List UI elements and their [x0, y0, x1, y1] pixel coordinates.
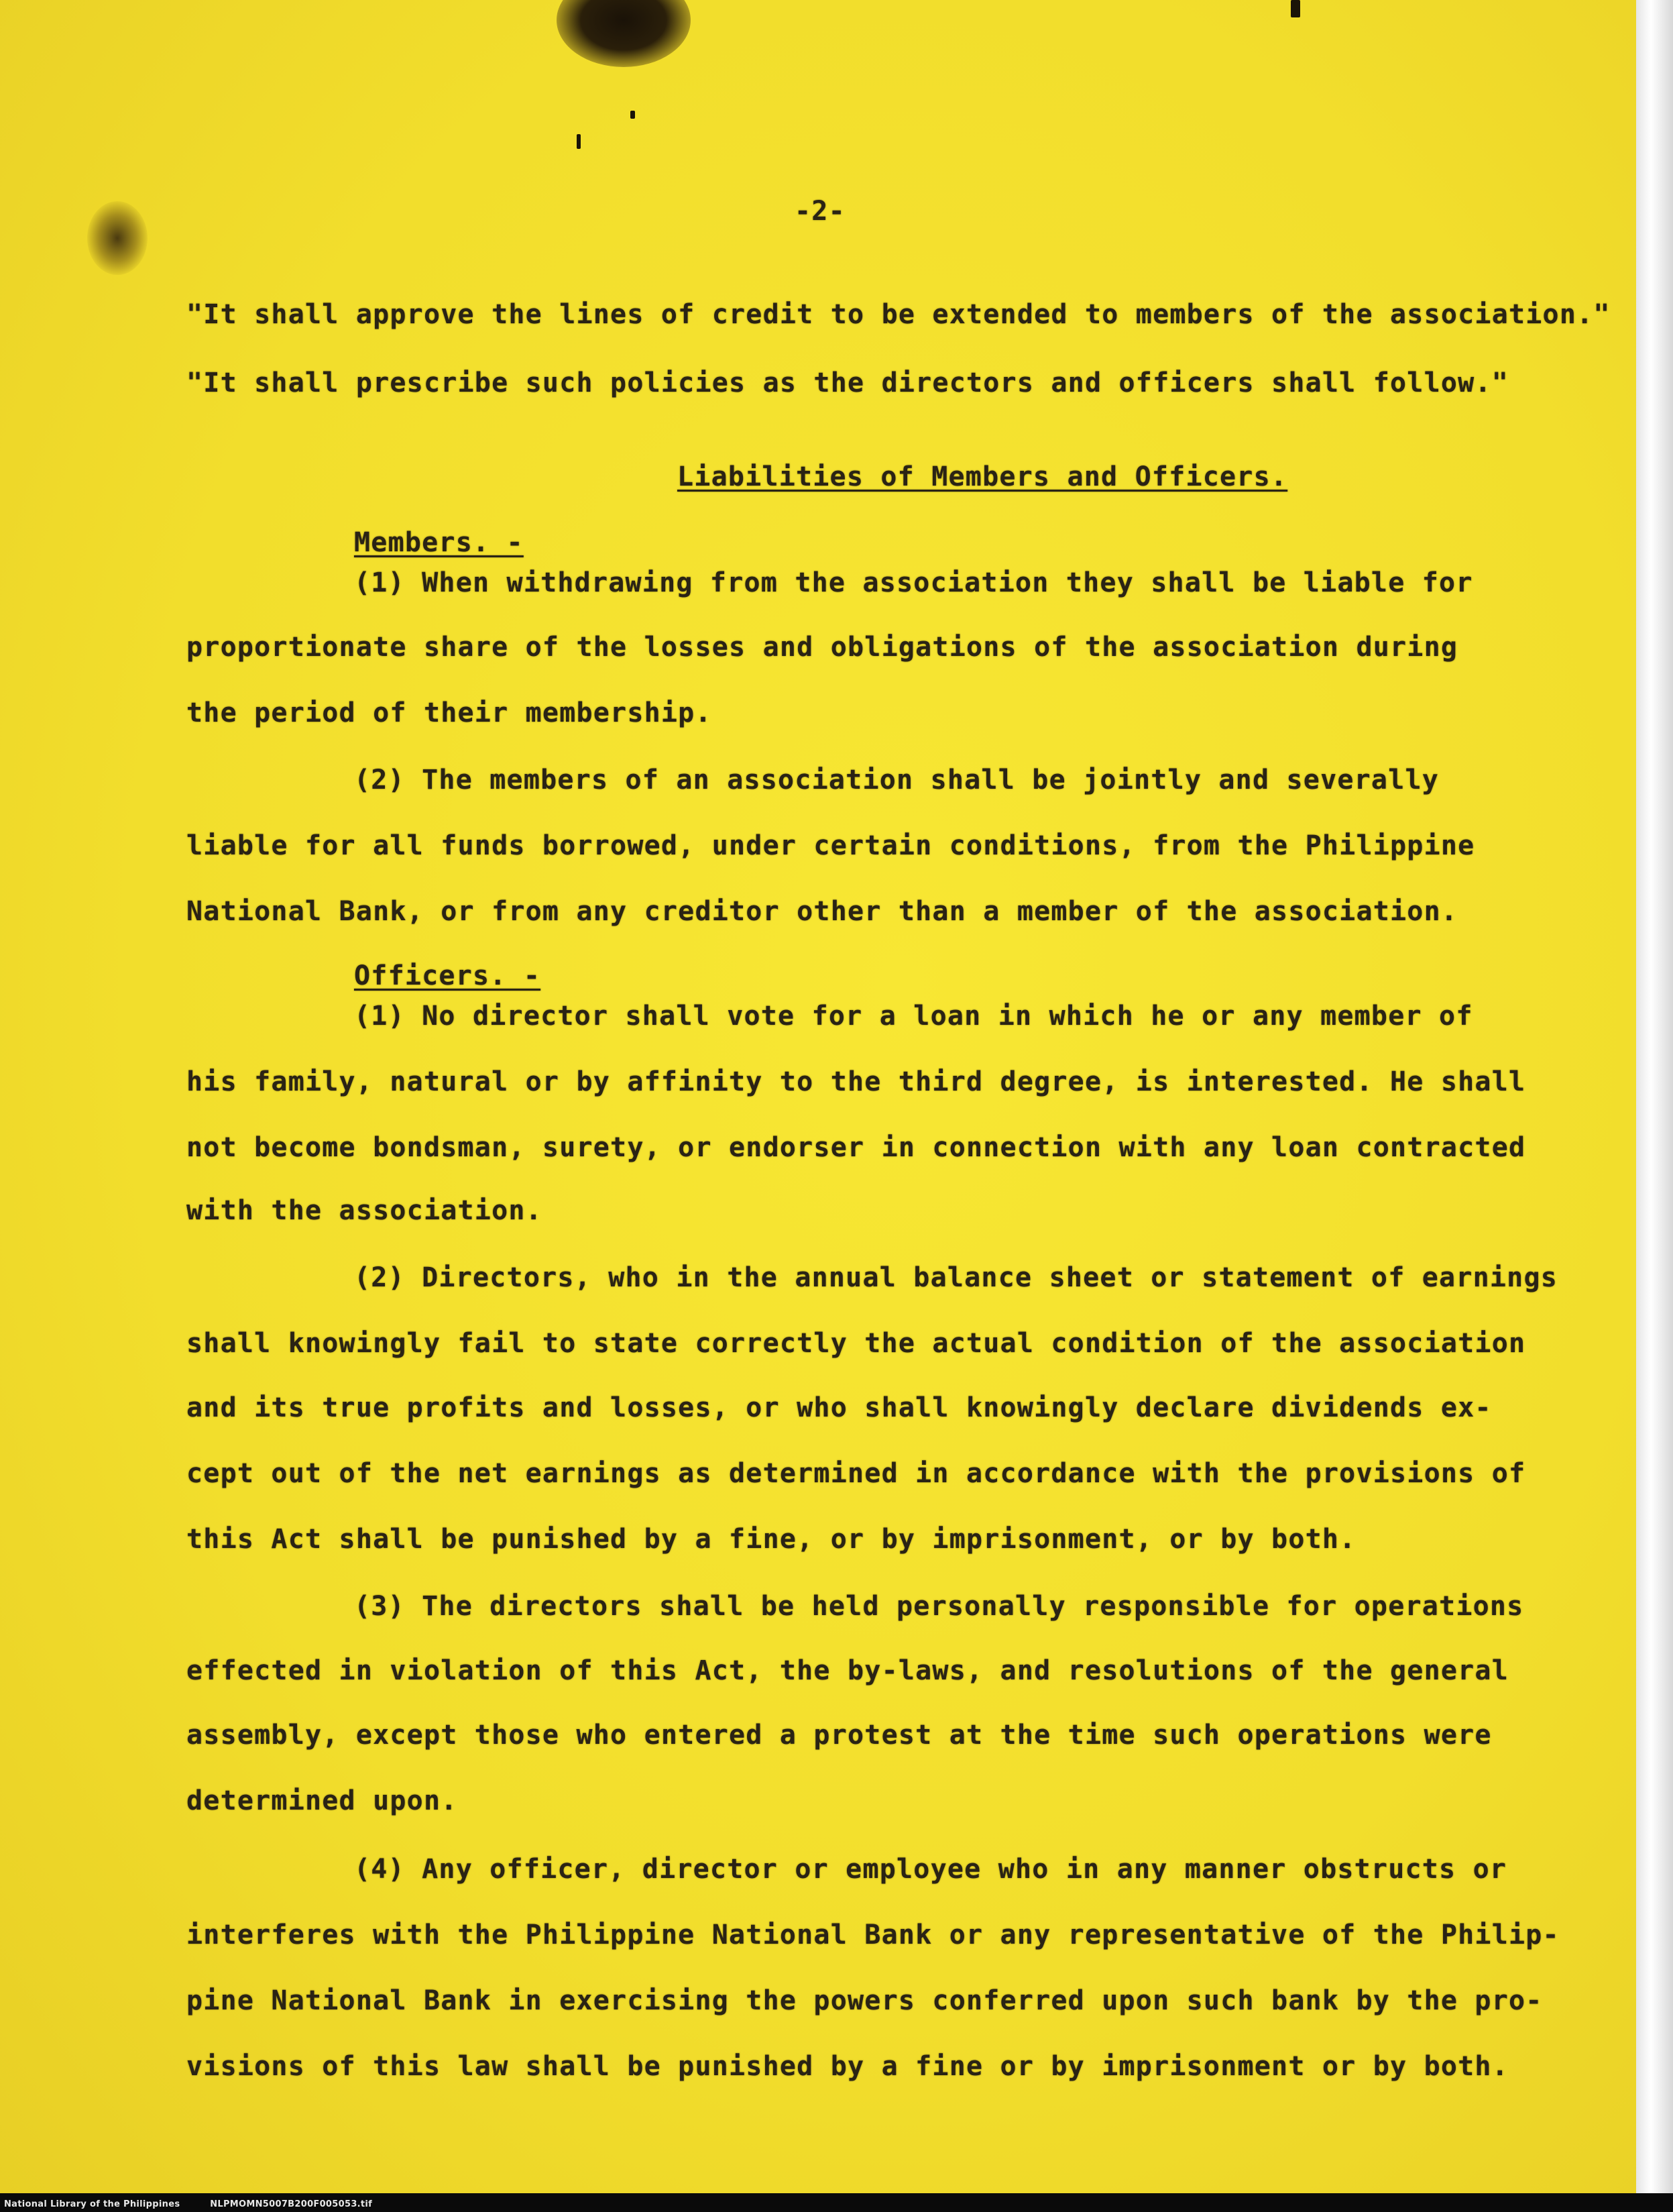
ink-speck: [1291, 0, 1300, 17]
text-line: visions of this law shall be punished by a fine or by imprisonment or by both.: [186, 2051, 1509, 2082]
text-line: (3) The directors shall be held personally responsible for operations: [354, 1591, 1524, 1622]
text-line: proportionate share of the losses and obligations of the association during: [186, 632, 1458, 663]
text-line: the period of their membership.: [186, 698, 712, 728]
text-line: "It shall approve the lines of credit to be extended to members of the association.": [186, 299, 1611, 330]
text-line: liable for all funds borrowed, under certain conditions, from the Philippine: [186, 830, 1475, 861]
text-line: shall knowingly fail to state correctly the actual condition of the association: [186, 1328, 1526, 1359]
scan-footer: [0, 2193, 1673, 2212]
text-line: "It shall prescribe such policies as the directors and officers shall follow.": [186, 368, 1509, 398]
text-line: (1) No director shall vote for a loan in which he or any member of: [354, 1001, 1473, 1032]
text-line: and its true profits and losses, or who shall knowingly declare dividends ex-: [186, 1392, 1492, 1423]
page-number: -2-: [795, 196, 846, 227]
text-line: this Act shall be punished by a fine, or by imprisonment, or by both.: [186, 1524, 1357, 1555]
ink-stain: [557, 0, 691, 67]
text-line: (2) Directors, who in the annual balance sheet or statement of earnings: [354, 1262, 1558, 1293]
ink-stain: [87, 201, 148, 275]
footer-caption: [4, 2199, 399, 2209]
text-line: effected in violation of this Act, the by-laws, and resolutions of the general: [186, 1655, 1509, 1686]
scanner-edge: [1636, 0, 1673, 2212]
text-line: his family, natural or by affinity to the third degree, is interested. He shall: [186, 1066, 1526, 1097]
members-heading: Members. -: [354, 527, 524, 558]
ink-speck: [630, 111, 635, 119]
text-line: not become bondsman, surety, or endorser in connection with any loan contracted: [186, 1132, 1526, 1163]
text-line: National Bank, or from any creditor other than a member of the association.: [186, 896, 1458, 927]
text-line: (4) Any officer, director or employee who in any manner obstructs or: [354, 1854, 1507, 1885]
text-line: determined upon.: [186, 1785, 458, 1816]
text-line: assembly, except those who entered a protest at the time such operations were: [186, 1720, 1492, 1751]
text-line: pine National Bank in exercising the powers conferred upon such bank by the pro-: [186, 1985, 1543, 2016]
footer-library: National Library of the Philippines: [4, 2199, 180, 2209]
text-line: (2) The members of an association shall be jointly and severally: [354, 765, 1440, 795]
officers-heading: Officers. -: [354, 960, 541, 991]
ink-speck: [577, 134, 581, 149]
footer-file-id: NLPMOMN5007B200F005053.tif: [210, 2199, 373, 2209]
text-line: (1) When withdrawing from the association they shall be liable for: [354, 567, 1473, 598]
text-line: cept out of the net earnings as determined in accordance with the provisions of: [186, 1458, 1526, 1489]
section-heading: Liabilities of Members and Officers.: [677, 461, 1288, 492]
text-line: interferes with the Philippine National Bank or any representative of the Philip-: [186, 1920, 1560, 1950]
text-line: with the association.: [186, 1195, 542, 1226]
